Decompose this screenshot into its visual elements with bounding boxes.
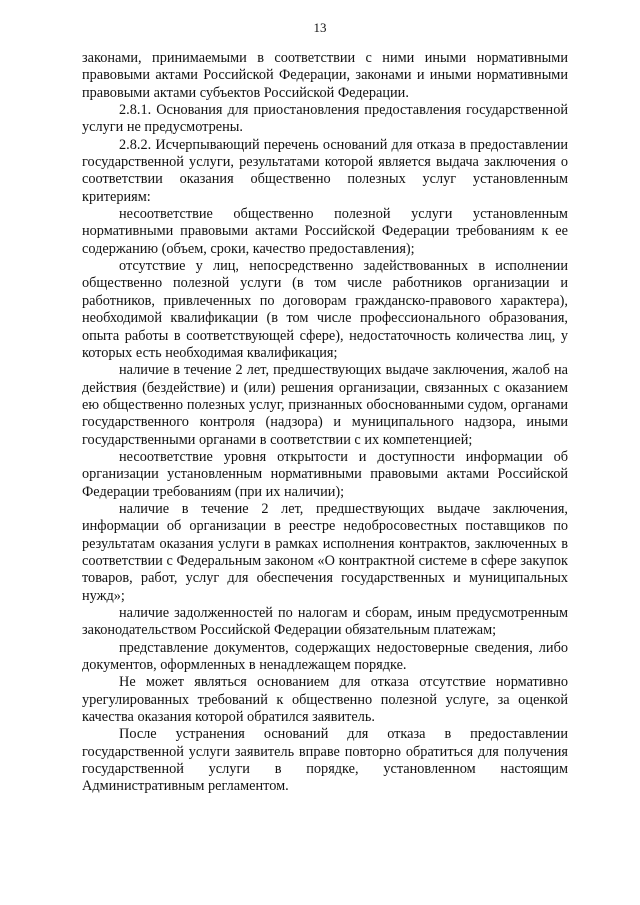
paragraph-2-8-1: 2.8.1. Основания для приостановления предоставления государственной услуги не предусмотрены.	[82, 102, 568, 136]
criterion-item: наличие в течение 2 лет, предшествующих выдаче заключения, информации об организации в реестре недобросовестных поставщиков по результатам оказания услуги в рамках исполнения контрактов, заключенных в соответствии с Федеральным законом «О контрактной системе в сфере закупок товаров, работ, услуг для обеспечения государственных и муниципальных нужд»;	[82, 500, 568, 604]
criterion-item: несоответствие уровня открытости и доступности информации об организации установленным нормативными правовыми актами Российской Федерации требованиям (при их наличии);	[82, 448, 568, 500]
paragraph-final: После устранения оснований для отказа в предоставлении государственной услуги заявитель вправе повторно обратиться для получения государственной услуги в порядке, установленном настоящим Административным регламентом.	[82, 726, 568, 795]
criterion-item: отсутствие у лиц, непосредственно задействованных в исполнении общественно полезной услуги (в том числе работников организации и работников, привлеченных по договорам гражданско-правового характера), необходимой квалификации (в том числе профессионального образования, опыта работы в соответствующей сфере), недостаточность количества лиц, у которых есть необходимая квалификация;	[82, 258, 568, 361]
criterion-item: наличие задолженностей по налогам и сборам, иным предусмотренным законодательством Российской Федерации обязательным платежам;	[82, 605, 568, 639]
criterion-item: наличие в течение 2 лет, предшествующих выдаче заключения, жалоб на действия (бездействие) и (или) решения организации, связанных с оказанием ею общественно полезных услуг, признанных обоснованными судом, органами государственного контроля (надзора) и муниципального надзора, иными государственными органами в соответствии с их компетенцией;	[82, 362, 568, 448]
document-body	[82, 50, 568, 796]
criterion-item: несоответствие общественно полезной услуги установленным нормативными правовыми актами Российской Федерации требованиям к ее содержанию (объем, сроки, качество предоставления);	[82, 206, 568, 257]
paragraph-continuation: законами, принимаемыми в соответствии с ними иными нормативными правовыми актами Российской Федерации, законами и иными нормативными правовыми актами субъектов Российской Федерации.	[82, 50, 568, 101]
criterion-item: представление документов, содержащих недостоверные сведения, либо документов, оформленных в ненадлежащем порядке.	[82, 639, 568, 674]
paragraph-2-8-2: 2.8.2. Исчерпывающий перечень оснований для отказа в предоставлении государственной услуги, результатами которой является выдача заключения о соответствии оказания общественно полезных услуг установленным критериям:	[82, 136, 568, 205]
page-number: 13	[313, 20, 327, 35]
paragraph-note: Не может являться основанием для отказа отсутствие нормативно урегулированных требований к общественно полезной услуге, за оценкой качества оказания которой обратился заявитель.	[82, 674, 568, 726]
